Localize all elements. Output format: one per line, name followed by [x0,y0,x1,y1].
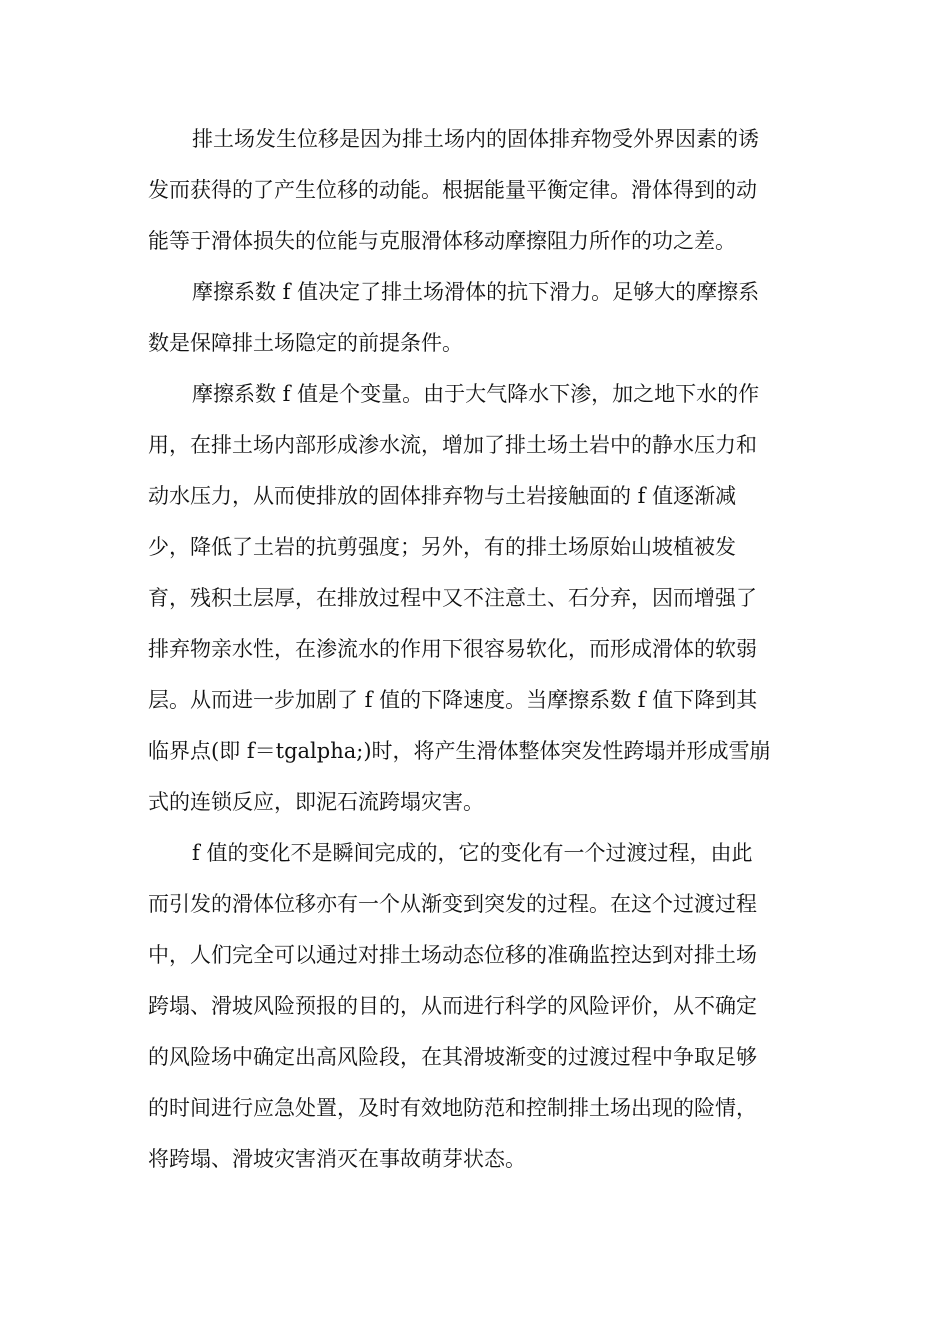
text-line: 能等于滑体损失的位能与克服滑体移动摩擦阻力所作的功之差。 [148,229,736,253]
text-line: 临界点(即 f＝tgalpha;)时，将产生滑体整体突发性跨塌并形成雪崩 [148,739,771,763]
text-line: 层。从而进一步加剧了 f 值的下降速度。当摩擦系数 f 值下降到其 [148,688,758,712]
document-body [148,114,798,1185]
text-line: 摩擦系数 f 值是个变量。由于大气降水下渗，加之地下水的作 [192,382,760,406]
text-line: 数是保障排土场隐定的前提条件。 [148,331,463,355]
text-line: 少，降低了土岩的抗剪强度；另外，有的排土场原始山坡植被发 [148,535,736,559]
paragraph-3 [148,369,798,828]
text-line: 用，在排土场内部形成渗水流，增加了排土场土岩中的静水压力和 [148,433,757,457]
text-line: 的时间进行应急处置，及时有效地防范和控制排土场出现的险情， [148,1096,757,1120]
paragraph-2 [148,267,798,369]
text-line: 排土场发生位移是因为排土场内的固体排弃物受外界因素的诱 [192,127,759,151]
text-line: 中，人们完全可以通过对排土场动态位移的准确监控达到对排土场 [148,943,757,967]
paragraph-4 [148,828,798,1185]
text-line: 的风险场中确定出高风险段，在其滑坡渐变的过渡过程中争取足够 [148,1045,757,1069]
text-line: f 值的变化不是瞬间完成的，它的变化有一个过渡过程，由此 [192,841,753,865]
text-line: 式的连锁反应，即泥石流跨塌灾害。 [148,790,484,814]
text-line: 而引发的滑体位移亦有一个从渐变到突发的过程。在这个过渡过程 [148,892,757,916]
text-line: 摩擦系数 f 值决定了排土场滑体的抗下滑力。足够大的摩擦系 [192,280,760,304]
text-line: 排弃物亲水性，在渗流水的作用下很容易软化，而形成滑体的软弱 [148,637,757,661]
paragraph-1 [148,114,798,267]
text-line: 育，残积土层厚，在排放过程中又不注意土、石分弃，因而增强了 [148,586,757,610]
text-line: 跨塌、滑坡风险预报的目的，从而进行科学的风险评价，从不确定 [148,994,757,1018]
text-line: 动水压力，从而使排放的固体排弃物与土岩接触面的 f 值逐渐减 [148,484,737,508]
text-line: 将跨塌、滑坡灾害消灭在事故萌芽状态。 [148,1147,526,1171]
text-line: 发而获得的了产生位移的动能。根据能量平衡定律。滑体得到的动 [148,178,757,202]
